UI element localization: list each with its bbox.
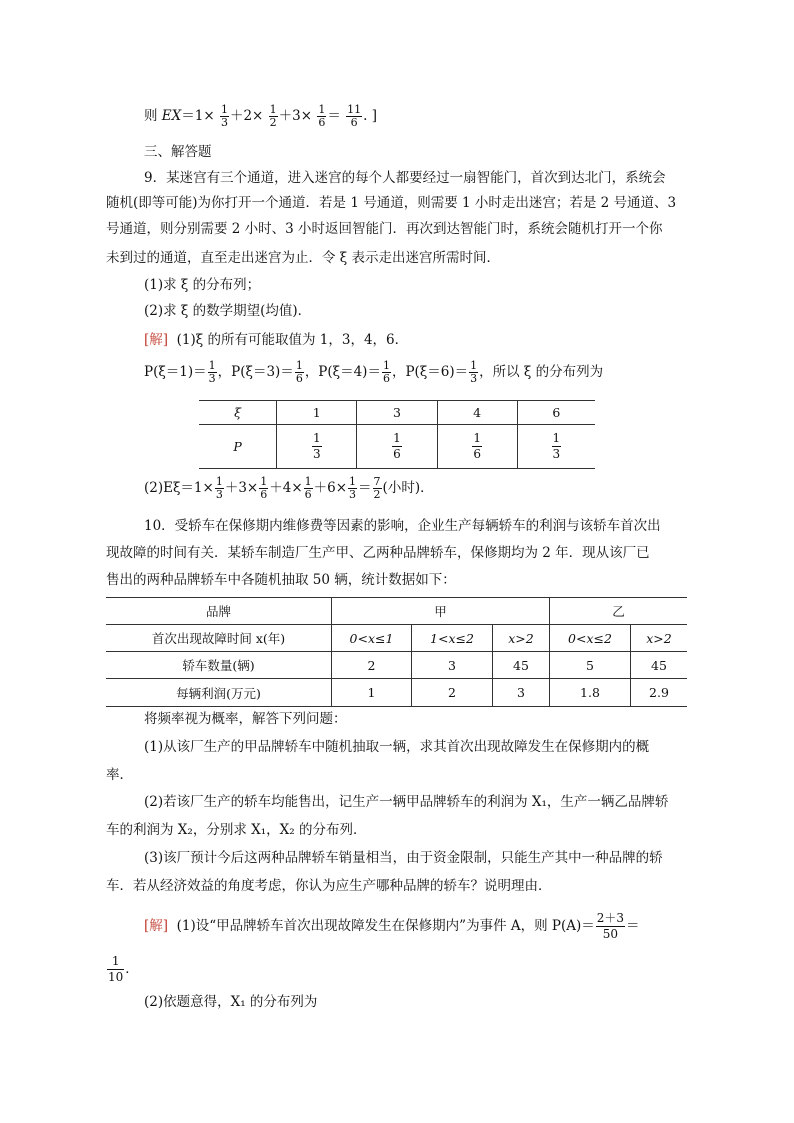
table-cell: 2 [332, 652, 412, 679]
p-eq-6: ，P(ξ＝6)＝ [391, 364, 469, 380]
p-eq-4: ，P(ξ＝4)＝ [304, 364, 381, 380]
q9-sol-values: (1)ξ 的所有可能取值为 1，3，4，6． [176, 332, 409, 348]
frac-num: 1 [220, 103, 228, 116]
q9-probability-line [144, 357, 603, 387]
frac-den: 6 [295, 372, 303, 385]
dist-frac [472, 431, 482, 462]
table-cell [517, 425, 595, 469]
ex-end: . ] [363, 108, 378, 124]
table-header-yi: 乙 [550, 598, 688, 625]
frac-num: 1 [260, 475, 268, 488]
exp-term-4: ＋4× [269, 480, 303, 496]
exp-term-6: ＋6× [313, 480, 348, 496]
frac-num: 1 [304, 475, 312, 488]
table-cell: x>2 [493, 625, 550, 652]
frac-num: 1 [312, 431, 321, 445]
ex-frac-3 [317, 104, 326, 129]
p-frac-4 [382, 360, 391, 385]
table-cell: 1<x≤2 [412, 625, 493, 652]
q9-expectation-line [144, 473, 434, 503]
table-cell: 1 [332, 679, 412, 707]
frac-den: 6 [382, 372, 390, 385]
exp-result-frac [373, 476, 382, 501]
dist-frac [312, 431, 322, 462]
solution-tag: [解] [144, 332, 169, 348]
frac-den: 3 [552, 447, 561, 461]
table-cell [437, 425, 517, 469]
q10-sub-3b: 车．若从经济效益的角度考虑，你认为应生产哪种品牌的轿车？说明理由． [106, 878, 552, 894]
solution-tag: [解] [144, 918, 169, 934]
q9-line-3: 号通道，则分别需要 2 小时、3 小时返回智能门．再次到达智能门时，系统会随机打开一个你 [106, 221, 663, 237]
ex-term-b: ＋2× [229, 108, 264, 124]
frac-num: 1 [473, 431, 481, 445]
q10-sub-2a: (2)若该厂生产的轿车均能售出，记生产一辆甲品牌轿车的利润为 X₁，生产一辆乙品牌轿 [144, 794, 669, 810]
exp-term-3: ＋3× [224, 480, 259, 496]
car-statistics-table [106, 597, 687, 707]
q10-sol-text: (1)设“甲品牌轿车首次出现故障发生在保修期内”为事件 A，则 P(A)＝ [176, 918, 595, 934]
q10-solution-line-3: (2)依题意得，X₁ 的分布列为 [144, 994, 318, 1010]
q10-after-table: 将频率视为概率，解答下列问题： [144, 711, 347, 727]
p-tail: ，所以 ξ 的分布列为 [479, 364, 604, 380]
q10-solution-line-2 [106, 952, 139, 986]
exp-frac-1 [215, 476, 224, 501]
table-cell: 6 [517, 401, 595, 425]
table-cell: 3 [357, 401, 437, 425]
row-label-failure-time: 首次出现故障时间 x(年) [106, 625, 332, 652]
ex-prefix: 则 [144, 108, 162, 124]
table-cell: x>2 [631, 625, 688, 652]
table-header-brand: 品牌 [106, 598, 332, 625]
q10-sub-3a: (3)该厂预计今后这两种品牌轿车销量相当，由于资金限制，只能生产其中一种品牌的轿 [144, 850, 663, 866]
frac-num: 1 [552, 431, 561, 445]
row-label-car-count: 轿车数量(辆) [106, 652, 332, 679]
ex-symbol: EX [161, 108, 182, 124]
frac-den: 6 [260, 488, 268, 501]
frac-den: 6 [318, 116, 326, 129]
table-cell: 0<x≤2 [550, 625, 631, 652]
frac-den: 2 [269, 116, 277, 129]
frac-num: 11 [347, 103, 362, 116]
frac-den: 6 [304, 488, 312, 501]
frac-num: 1 [208, 359, 216, 372]
p-eq-3: ，P(ξ＝3)＝ [217, 364, 294, 380]
ex-result-line [144, 101, 377, 131]
frac-den: 3 [215, 488, 223, 501]
frac-num: 7 [373, 475, 381, 488]
q9-line-4: 未到过的通道，直至走出迷宫为止．令 ξ 表示走出迷宫所需时间． [106, 250, 501, 266]
table-cell: 4 [437, 401, 517, 425]
table-cell: 1 [277, 401, 357, 425]
p-frac-6 [469, 360, 478, 385]
frac-num: 2＋3 [596, 911, 625, 925]
frac-den: 3 [349, 488, 357, 501]
exp-frac-4 [304, 476, 313, 501]
q10-sub-1a: (1)从该厂生产的甲品牌轿车中随机抽取一辆，求其首次出现故障发生在保修期内的概 [144, 739, 650, 755]
frac-num: 1 [349, 475, 357, 488]
frac-den: 6 [393, 447, 401, 461]
table-cell: 3 [493, 679, 550, 707]
ex-frac-2 [269, 104, 278, 129]
dist-frac [392, 431, 402, 462]
table-cell: 3 [412, 652, 493, 679]
section-heading: 三、解答题 [144, 144, 212, 160]
ex-frac-1 [220, 104, 229, 129]
p-eq-1: P(ξ＝1)＝ [144, 364, 207, 380]
frac-den: 10 [108, 970, 124, 984]
dist-frac [552, 431, 562, 462]
table-cell: 2.9 [631, 679, 688, 707]
frac-den: 3 [220, 116, 228, 129]
q10-line-3: 售出的两种品牌轿车中各随机抽取 50 辆，统计数据如下： [106, 572, 456, 588]
q9-line-1: 9．某迷宫有三个通道，进入迷宫的每个人都要经过一扇智能门，首次到达北门，系统会 [144, 170, 666, 186]
table-cell: 0<x≤1 [332, 625, 412, 652]
q10-sub-1b: 率． [106, 767, 133, 783]
frac-den: 50 [602, 927, 619, 941]
frac-den: 2 [373, 488, 381, 501]
frac-den: 3 [312, 447, 321, 461]
frac-num: 1 [295, 359, 303, 372]
q10-result-frac [107, 954, 124, 985]
frac-den: 6 [473, 447, 481, 461]
exp-tail: (小时)． [382, 480, 434, 496]
frac-num: 1 [269, 103, 277, 116]
q10-sub-2b: 车的利润为 X₂，分别求 X₁，X₂ 的分布列． [106, 822, 367, 838]
q10-solution-line-1 [144, 909, 640, 943]
p-frac-1 [208, 360, 217, 385]
frac-num: 1 [393, 431, 401, 445]
row-label-profit: 每辆利润(万元) [106, 679, 332, 707]
q10-prob-frac [596, 911, 625, 942]
table-cell: 5 [550, 652, 631, 679]
table-cell: P [199, 425, 277, 469]
table-cell [357, 425, 437, 469]
table-cell [277, 425, 357, 469]
frac-num: 1 [470, 359, 478, 372]
q10-line-2: 现故障的时间有关．某轿车制造厂生产甲、乙两种品牌轿车，保修期均为 2 年．现从该厂已 [106, 545, 650, 561]
table-cell: 45 [631, 652, 688, 679]
ex-equals: ＝ [327, 108, 341, 124]
exp-term-1: (2)Eξ＝1× [144, 480, 214, 496]
q10-line-1: 10．受轿车在保修期内维修费等因素的影响，企业生产每辆轿车的利润与该轿车首次出 [144, 518, 661, 534]
ex-term-c: ＋3× [278, 108, 313, 124]
ex-result-frac [346, 104, 362, 129]
table-header-jia: 甲 [332, 598, 550, 625]
frac-den: 6 [350, 116, 358, 129]
q9-sub-2: (2)求 ξ 的数学期望(均值)． [144, 303, 312, 319]
frac-num: 1 [107, 954, 124, 970]
q10-sol-equals: ＝ [626, 918, 640, 934]
xi-distribution-table [199, 400, 595, 469]
exp-frac-6 [348, 476, 357, 501]
q9-solution-line-1 [144, 331, 408, 349]
q9-line-2: 随机(即等可能)为你打开一个通道．若是 1 号通道，则需要 1 小时走出迷宫；若是 2 号通道、3 [106, 195, 677, 211]
frac-den: 3 [208, 372, 216, 385]
exp-equals: ＝ [358, 480, 372, 496]
frac-num: 1 [382, 359, 390, 372]
q9-sub-1: (1)求 ξ 的分布列； [144, 277, 261, 293]
table-cell: 2 [412, 679, 493, 707]
table-cell: 45 [493, 652, 550, 679]
exp-frac-3 [259, 476, 268, 501]
p-frac-3 [295, 360, 304, 385]
frac-num: 1 [318, 103, 326, 116]
ex-term-a: ＝1× [181, 108, 215, 124]
q10-sol-dot: ． [125, 961, 139, 977]
frac-num: 1 [215, 475, 223, 488]
table-cell: ξ [199, 401, 277, 425]
frac-den: 3 [470, 372, 478, 385]
table-cell: 1.8 [550, 679, 631, 707]
